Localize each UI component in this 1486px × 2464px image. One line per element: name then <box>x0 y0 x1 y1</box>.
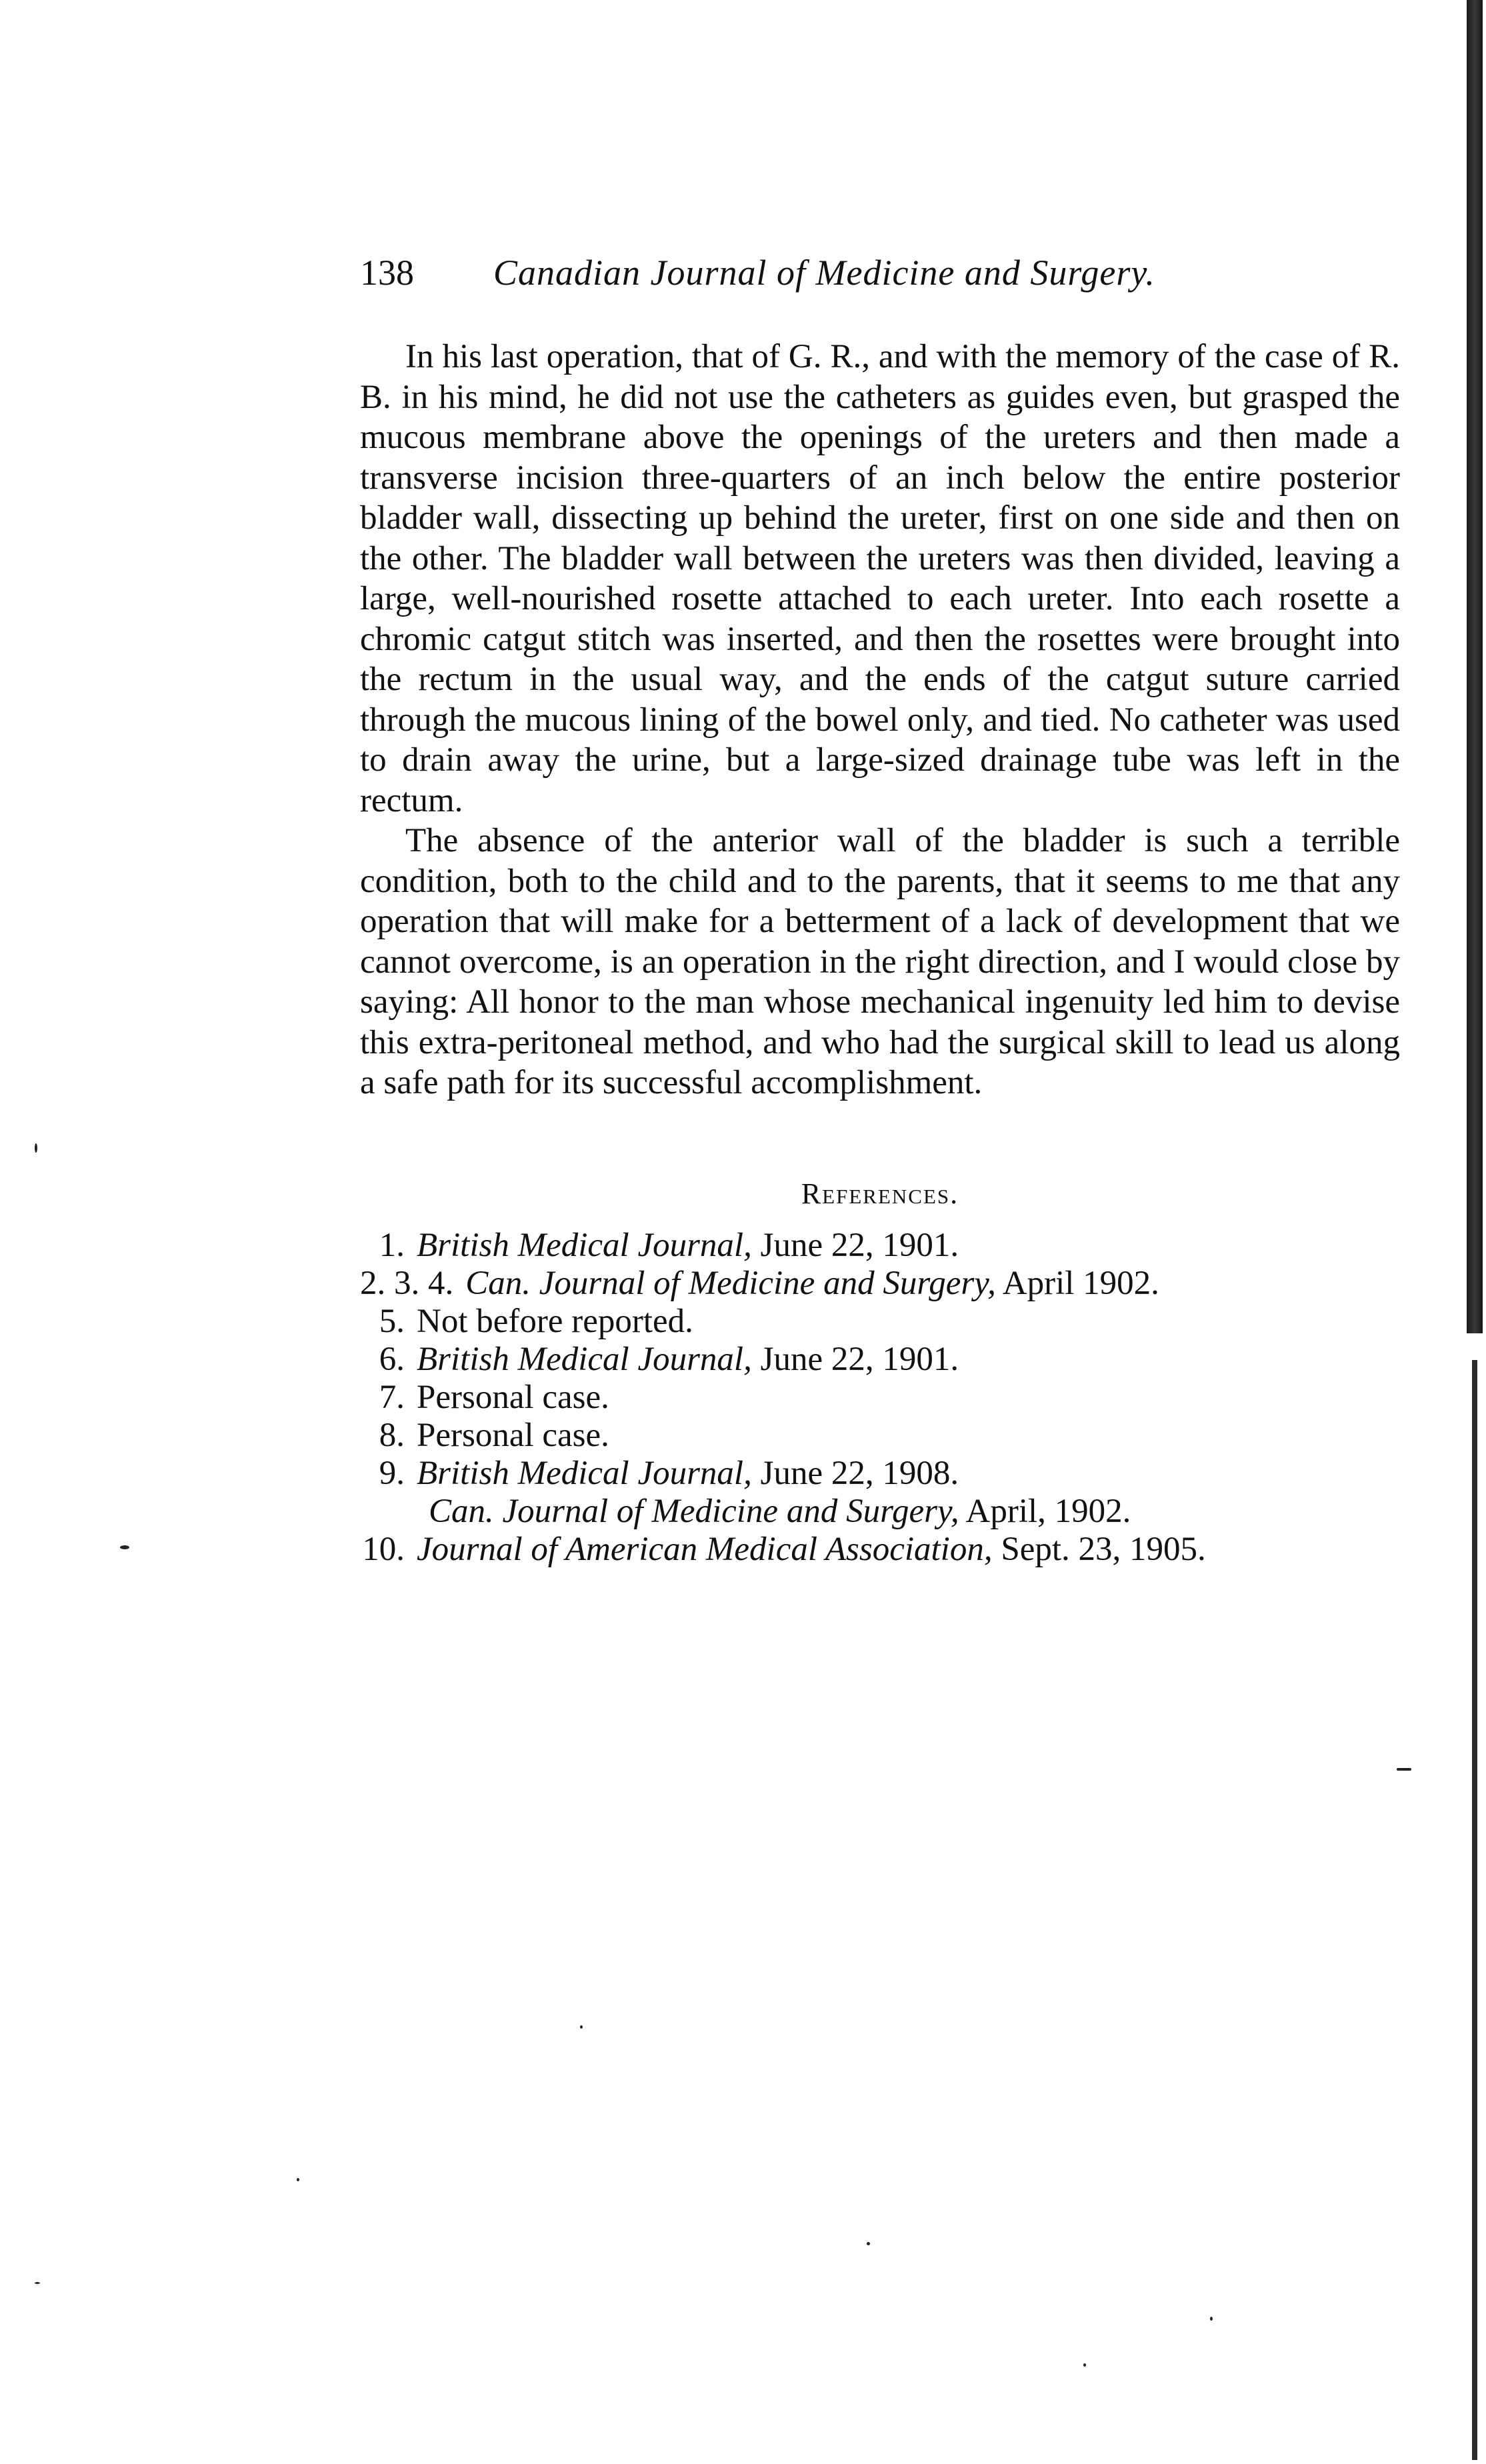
page-number: 138 <box>360 253 414 293</box>
scan-speck <box>35 2282 40 2284</box>
scan-speck <box>1397 1768 1411 1771</box>
reference-source: Can. Journal of Medicine and Surgery, <box>465 1265 996 1302</box>
reference-number: 6. <box>379 1341 405 1378</box>
reference-number: 5. <box>379 1303 405 1340</box>
reference-item <box>360 1379 1427 1417</box>
reference-number: 1. <box>379 1227 405 1264</box>
reference-detail: April, 1902. <box>959 1493 1131 1530</box>
reference-item <box>360 1265 1427 1303</box>
reference-item <box>360 1455 1427 1493</box>
reference-item <box>360 1227 1427 1265</box>
references-heading: References. <box>801 1177 959 1210</box>
scan-speck <box>120 1545 129 1549</box>
reference-item <box>360 1303 1427 1341</box>
reference-detail: June 22, 1901. <box>751 1227 959 1264</box>
reference-detail: June 22, 1901. <box>751 1341 959 1378</box>
scan-speck <box>35 1143 37 1153</box>
reference-number: 8. <box>379 1417 405 1454</box>
reference-number: 7. <box>379 1379 405 1416</box>
reference-item <box>360 1417 1427 1455</box>
scan-speck <box>1210 2317 1213 2321</box>
reference-number: 9. <box>379 1455 405 1492</box>
reference-detail: June 22, 1908. <box>751 1455 959 1492</box>
reference-detail: Not before reported. <box>417 1303 693 1340</box>
references-list <box>360 1227 1427 1569</box>
reference-item <box>360 1493 1427 1531</box>
reference-item <box>360 1341 1427 1379</box>
reference-source: Can. Journal of Medicine and Surgery, <box>429 1493 959 1530</box>
scan-edge-line <box>1472 1360 1477 2460</box>
reference-detail: Personal case. <box>417 1379 609 1416</box>
reference-number: 2. 3. 4. <box>360 1265 454 1302</box>
scan-speck <box>580 2025 583 2029</box>
reference-source: Journal of American Medical Association, <box>417 1531 993 1568</box>
article-body <box>360 337 1400 1103</box>
scan-speck <box>867 2242 870 2245</box>
reference-source: British Medical Journal, <box>417 1455 752 1492</box>
reference-detail: Sept. 23, 1905. <box>992 1531 1206 1568</box>
reference-source: British Medical Journal, <box>417 1227 752 1264</box>
reference-detail: April 1902. <box>995 1265 1159 1302</box>
running-head <box>360 252 1400 305</box>
reference-number: 10. <box>362 1531 405 1568</box>
scan-speck <box>297 2178 299 2181</box>
reference-number <box>360 1493 429 1531</box>
reference-source: British Medical Journal, <box>417 1341 752 1378</box>
reference-item <box>360 1531 1427 1569</box>
paragraph: The absence of the anterior wall of the bladder is such a terrible condition, both to the child and to the parents, that it seems to me that any operation that will make for a betterment of a lack of development that we cannot overcome, is an operation in the right direction, and I would close by saying: All honor to the man whose mechanical ingenuity led him to devise this extra-peritoneal method, and who had the surgical skill to lead us along a safe path for its successful accomplishment. <box>360 822 1400 1101</box>
reference-detail: Personal case. <box>417 1417 609 1454</box>
scan-edge-shadow <box>1467 0 1483 1333</box>
journal-title: Canadian Journal of Medicine and Surgery. <box>493 253 1155 293</box>
paragraph: In his last operation, that of G. R., and with the memory of the case of R. B. in his mind, he did not use the catheters as guides even, but grasped the mucous membrane above the openings of the ureters and then made a transverse incision three-quarters of an inch below the entire posterior bladder wall, dissecting up behind the ureter, first on one side and then on the other. The bladder wall between the ureters was then divided, leaving a large, well-nourished rosette attached to each ureter. Into each rosette a chromic catgut stitch was inserted, and then the rosettes were brought into the rectum in the usual way, and the ends of the catgut suture carried through the mucous lining of the bowel only, and tied. No catheter was used to drain away the urine, but a large-sized drainage tube was left in the rectum. <box>360 338 1400 819</box>
scan-speck <box>1083 2363 1086 2367</box>
